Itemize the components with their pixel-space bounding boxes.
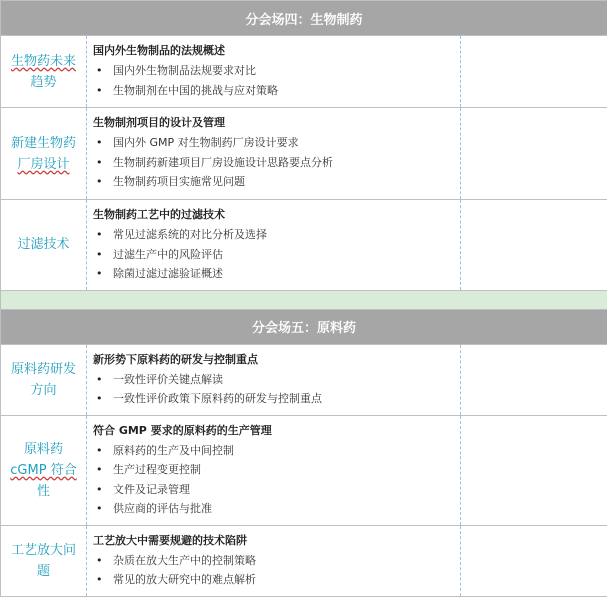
table-row: [1, 36, 607, 108]
table-row: [1, 415, 607, 525]
bullet-icon: •: [96, 175, 103, 188]
blank-cell: [461, 108, 607, 200]
topic-title: 国内外生物制品的法规概述: [93, 44, 225, 57]
topic-label-line1: 工艺放大问: [10, 542, 76, 558]
session4-header-row: [1, 1, 607, 36]
blank-cell: [461, 344, 607, 415]
list-item: • 过滤生产中的风险评估: [93, 245, 456, 265]
blank-cell: [461, 525, 607, 596]
topic-title: 新形势下原料药的研发与控制重点: [93, 352, 258, 366]
bullet-icon: •: [96, 392, 103, 405]
bullet-icon: •: [96, 502, 103, 515]
topic-label-line2: cGMP 符合: [10, 462, 77, 478]
topic-title: 符合 GMP 要求的原料药的生产管理: [93, 423, 272, 437]
content-cell: [87, 200, 461, 291]
list-item: • 供应商的评估与批准: [93, 499, 456, 519]
topic-cell: [1, 108, 87, 200]
table-row: [1, 200, 607, 291]
content-cell: [87, 344, 461, 415]
list-item: • 一致性评价关键点解读: [93, 370, 456, 390]
session5-header: 分会场五：原料药: [1, 309, 607, 344]
session5-header-row: [1, 309, 607, 344]
blank-cell: [461, 415, 607, 525]
topic-label-line2: 厂房设计: [17, 156, 70, 172]
topic-cell: [1, 344, 87, 415]
topic-cell: [1, 200, 87, 291]
topic-cell: [1, 415, 87, 525]
bullet-icon: •: [96, 64, 103, 77]
list-item: • 国内外生物制品法规要求对比: [93, 61, 456, 81]
list-item: • 文件及记录管理: [93, 480, 456, 500]
blank-cell: [461, 200, 607, 291]
list-item: • 原料药的生产及中间控制: [93, 441, 456, 461]
bullet-icon: •: [96, 463, 103, 476]
bullet-icon: •: [96, 553, 103, 567]
topic-cell: [1, 525, 87, 596]
topic-label-line1: 原料药研发: [10, 361, 76, 377]
topic-label-line1: 新建生物药: [10, 135, 76, 151]
topic-label-line2: 趋势: [30, 74, 57, 90]
session4-header: 分会场四：生物制药: [1, 1, 607, 36]
bullet-list: [93, 133, 456, 192]
list-item: • 生物制药项目实施常见问题: [93, 172, 456, 192]
list-item: • 生物制药新建项目厂房设施设计思路要点分析: [93, 153, 456, 173]
bullet-icon: •: [96, 482, 103, 496]
bullet-list: [93, 61, 456, 100]
content-cell: [87, 108, 461, 200]
topic-title: 工艺放大中需要规避的技术陷阱: [93, 533, 247, 547]
bullet-list: [93, 551, 456, 590]
topic-label-line1: 过滤技术: [17, 237, 70, 253]
list-item: • 除菌过滤过滤验证概述: [93, 264, 456, 284]
bullet-icon: •: [96, 443, 103, 457]
bullet-icon: •: [96, 228, 103, 241]
topic-label-line2: 题: [36, 563, 50, 579]
bullet-icon: •: [96, 267, 103, 280]
bullet-icon: •: [96, 155, 103, 169]
section-separator: [1, 290, 607, 309]
topic-label-line3: 性: [36, 483, 50, 499]
table-row: [1, 344, 607, 415]
bullet-icon: •: [96, 372, 103, 386]
topic-title: 生物制药工艺中的过滤技术: [93, 208, 225, 221]
bullet-list: [93, 370, 456, 409]
list-item: • 常见的放大研究中的难点解析: [93, 570, 456, 590]
table-row: [1, 108, 607, 200]
list-item: • 国内外 GMP 对生物制药厂房设计要求: [93, 133, 456, 153]
list-item: • 常见过滤系统的对比分析及选择: [93, 225, 456, 245]
topic-label-line1: 原料药: [23, 441, 63, 457]
topic-title: 生物制剂项目的设计及管理: [93, 116, 225, 129]
content-cell: [87, 525, 461, 596]
table-row: [1, 525, 607, 596]
blank-cell: [461, 36, 607, 108]
content-cell: [87, 415, 461, 525]
list-item: • 生物制剂在中国的挑战与应对策略: [93, 81, 456, 101]
bullet-icon: •: [96, 247, 103, 261]
content-cell: [87, 36, 461, 108]
bullet-list: [93, 225, 456, 284]
topic-label-line1: 生物药未来: [10, 53, 76, 69]
bullet-icon: •: [96, 136, 103, 149]
bullet-list: [93, 441, 456, 519]
topic-label-line2: 方向: [30, 382, 57, 398]
list-item: • 杂质在放大生产中的控制策略: [93, 551, 456, 571]
bullet-icon: •: [96, 83, 103, 97]
list-item: • 生产过程变更控制: [93, 460, 456, 480]
list-item: • 一致性评价政策下原料药的研发与控制重点: [93, 389, 456, 409]
bullet-icon: •: [96, 573, 103, 586]
topic-cell: [1, 36, 87, 108]
